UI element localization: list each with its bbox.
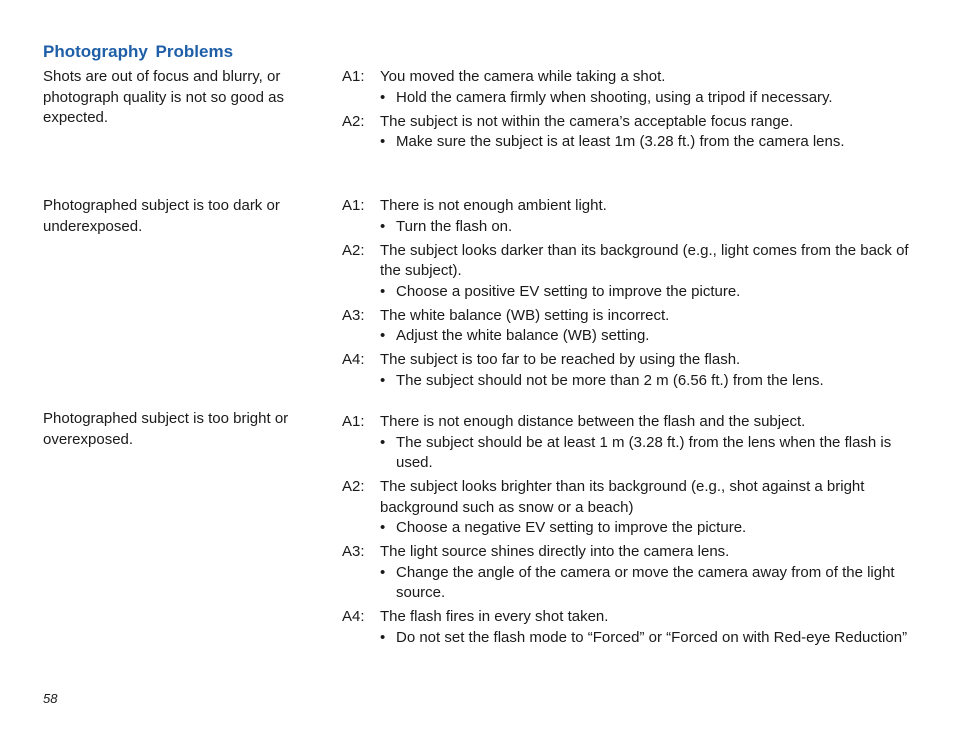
answer-item <box>342 477 922 539</box>
bullet-icon: • <box>380 371 386 389</box>
page-number: 58 <box>43 691 58 706</box>
answer-item <box>342 67 922 108</box>
answer-cause: The subject is not within the camera’s acceptable focus range. <box>380 112 794 130</box>
answer-cause: There is not enough ambient light. <box>380 197 607 214</box>
remedy-item <box>380 326 922 347</box>
remedy-item <box>380 518 922 539</box>
remedy-text: Choose a positive EV setting to improve the picture. <box>396 282 741 300</box>
remedy-text: Turn the flash on. <box>396 217 513 235</box>
remedy-item <box>380 282 922 303</box>
bullet-icon: • <box>380 519 386 536</box>
answer-cause: The white balance (WB) setting is incorrect. <box>380 306 670 324</box>
remedy-item <box>380 563 922 604</box>
remedy-text: The subject should be at least 1 m (3.28 ft.) from the lens when the flash is used. <box>396 433 892 471</box>
remedy-item <box>380 88 922 109</box>
remedy-text: Do not set the flash mode to “Forced” or “Forced on with Red-eye Reduction” <box>396 628 908 646</box>
bullet-icon: • <box>380 563 386 581</box>
bullet-icon: • <box>380 133 386 150</box>
problem-description: Photographed subject is too dark or underexposed. <box>43 197 280 235</box>
answer-cause: The light source shines directly into the camera lens. <box>380 543 730 560</box>
answer-label: A3: <box>342 306 365 324</box>
answer-cause: The flash fires in every shot taken. <box>380 608 609 625</box>
problem-description: Photographed subject is too bright or overexposed. <box>43 410 289 448</box>
answer-item <box>342 112 922 153</box>
answer-list <box>342 67 922 156</box>
bullet-icon: • <box>380 282 386 300</box>
answer-cause: The subject looks darker than its background (e.g., light comes from the back of the subject). <box>380 241 909 279</box>
remedy-text: Adjust the white balance (WB) setting. <box>396 327 650 344</box>
answer-item <box>342 196 922 237</box>
remedy-item <box>380 371 922 392</box>
remedy-item <box>380 433 922 474</box>
remedy-text: Choose a negative EV setting to improve the picture. <box>396 519 747 536</box>
answer-list <box>342 412 922 652</box>
answer-label: A2: <box>342 241 365 259</box>
section-title: Photography Problems <box>43 42 234 61</box>
answer-label: A1: <box>342 413 365 430</box>
answer-cause: You moved the camera while taking a shot. <box>380 68 666 85</box>
answer-label: A3: <box>342 543 365 560</box>
answer-item <box>342 607 922 648</box>
answer-label: A1: <box>342 197 365 214</box>
answer-item <box>342 412 922 474</box>
remedy-item <box>380 217 922 238</box>
answer-list <box>342 196 922 395</box>
answer-cause: The subject looks brighter than its background (e.g., shot against a bright background such as snow or a beach) <box>380 478 865 516</box>
problem-description: Shots are out of focus and blurry, or photograph quality is not so good as expected. <box>43 68 285 126</box>
answer-label: A2: <box>342 112 365 130</box>
bullet-icon: • <box>380 433 386 451</box>
remedy-text: The subject should not be more than 2 m (6.56 ft.) from the lens. <box>396 371 824 389</box>
answer-item <box>342 306 922 347</box>
bullet-icon: • <box>380 327 386 344</box>
remedy-item <box>380 628 922 649</box>
remedy-item <box>380 132 922 153</box>
answer-label: A4: <box>342 608 365 625</box>
answer-cause: There is not enough distance between the flash and the subject. <box>380 413 806 430</box>
answer-label: A2: <box>342 478 365 495</box>
answer-label: A1: <box>342 68 365 85</box>
bullet-icon: • <box>380 217 386 235</box>
answer-item <box>342 350 922 391</box>
remedy-text: Change the angle of the camera or move the camera away from of the light source. <box>396 563 895 601</box>
bullet-icon: • <box>380 88 386 106</box>
remedy-text: Make sure the subject is at least 1m (3.28 ft.) from the camera lens. <box>396 133 845 150</box>
answer-label: A4: <box>342 351 365 368</box>
remedy-text: Hold the camera firmly when shooting, using a tripod if necessary. <box>396 88 833 106</box>
bullet-icon: • <box>380 628 386 646</box>
answer-cause: The subject is too far to be reached by using the flash. <box>380 351 741 368</box>
answer-item <box>342 542 922 604</box>
answer-item <box>342 241 922 303</box>
